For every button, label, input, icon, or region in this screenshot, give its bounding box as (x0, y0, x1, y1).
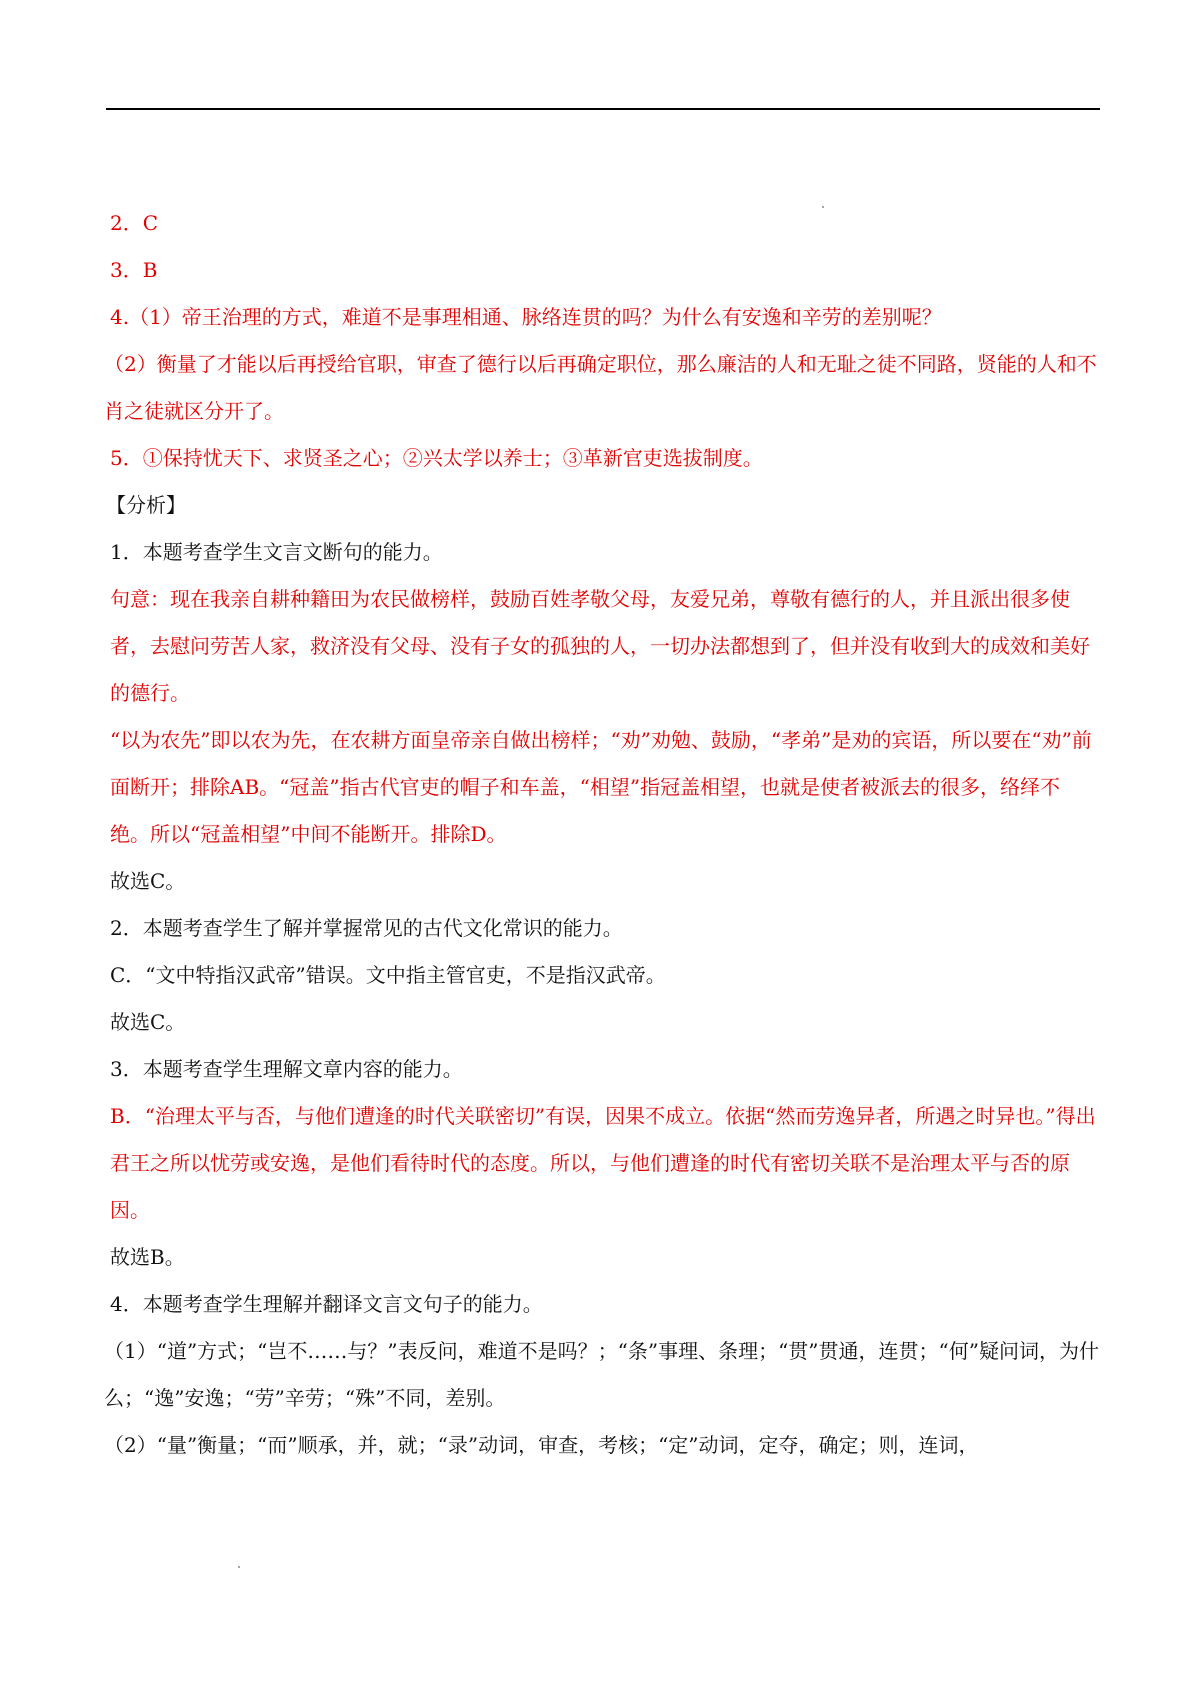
q3-explain: B．“治理太平与否，与他们遭逢的时代关联密切”有误，因果不成立。依据“然而劳逸异者，所遇之时异也。”得出君王之所以忧劳或安逸，是他们看待时代的态度。所以，与他们遭逢的时代有密切关联不是治理太平与否的原因。 (110, 1104, 1096, 1222)
answer-4-part2: （2）衡量了才能以后再授给官职，审查了德行以后再确定职位，那么廉洁的人和无耻之徒不同路，贤能的人和不肖之徒就区分开了。 (104, 352, 1097, 423)
analysis-heading: 【分析】 (106, 493, 186, 517)
header-rule (106, 108, 1100, 110)
q2-explain: C．“文中特指汉武帝”错误。文中指主管官吏，不是指汉武帝。 (110, 963, 666, 987)
q1-title: 1．本题考查学生文言文断句的能力。 (110, 540, 443, 564)
q3-title: 3．本题考查学生理解文章内容的能力。 (110, 1057, 463, 1081)
answer-4-part1: 4.（1）帝王治理的方式，难道不是事理相通、脉络连贯的吗？为什么有安逸和辛劳的差别呢？ (110, 305, 942, 329)
q1-meaning: 句意：现在我亲自耕种籍田为农民做榜样，鼓励百姓孝敬父母，友爱兄弟，尊敬有德行的人，并且派出很多使者，去慰问劳苦人家，救济没有父母、没有子女的孤独的人，一切办法都想到了，但并没有收到大的成效和美好的德行。 (110, 587, 1090, 705)
q2-choice: 故选C。 (110, 1010, 186, 1034)
stray-dot (238, 1566, 240, 1568)
q4-title: 4．本题考查学生理解并翻译文言文句子的能力。 (110, 1292, 543, 1316)
document-body (104, 200, 1100, 1469)
q1-explain: “以为农先”即以农为先，在农耕方面皇帝亲自做出榜样；“劝”劝勉、鼓励，“孝弟”是劝的宾语，所以要在“劝”前面断开；排除AB。“冠盖”指古代官吏的帽子和车盖，“相望”指冠盖相望，也就是使者被派去的很多，络绎不绝。所以“冠盖相望”中间不能断开。排除D。 (110, 728, 1092, 846)
answer-5: 5．①保持忧天下、求贤圣之心；②兴太学以养士；③革新官吏选拔制度。 (110, 446, 763, 470)
answer-2: 2．C (110, 211, 159, 235)
q3-choice: 故选B。 (110, 1245, 185, 1269)
q4-part1: （1）“道”方式；“岂不……与？”表反问，难道不是吗？；“条”事理、条理；“贯”贯通，连贯；“何”疑问词，为什么；“逸”安逸；“劳”辛劳；“殊”不同，差别。 (104, 1339, 1099, 1410)
q2-title: 2．本题考查学生了解并掌握常见的古代文化常识的能力。 (110, 916, 623, 940)
q1-choice: 故选C。 (110, 869, 186, 893)
answer-3: 3．B (110, 258, 158, 282)
q4-part2: （2）“量”衡量；“而”顺承，并，就；“录”动词，审查，考核；“定”动词，定夺，确定；则，连词， (104, 1433, 979, 1457)
